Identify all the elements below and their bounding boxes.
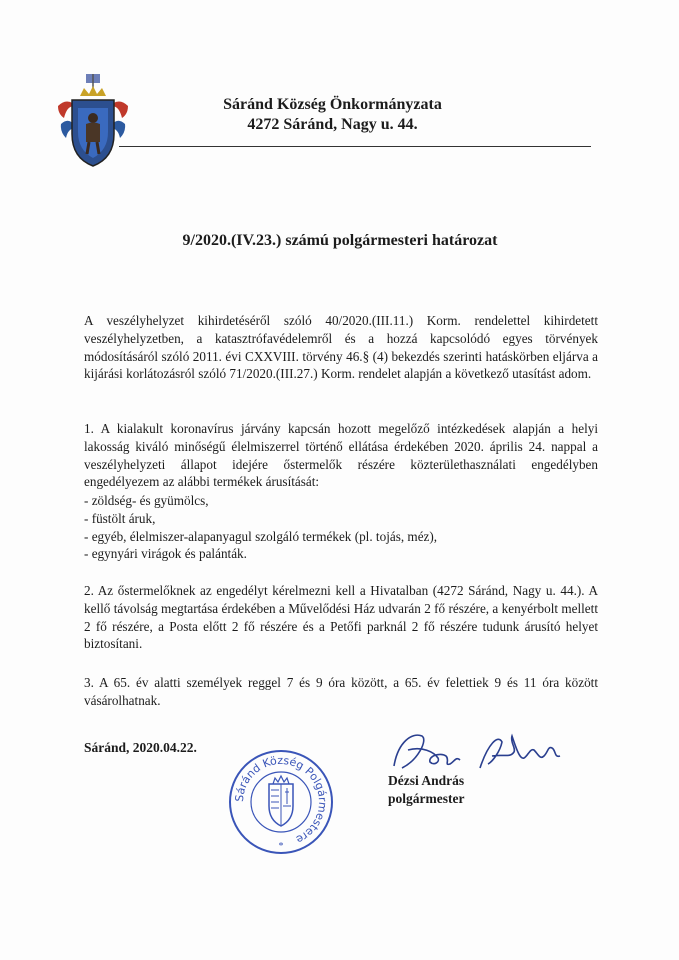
coat-of-arms-logo (56, 72, 130, 170)
letterhead (190, 95, 475, 135)
list-item: - egynyári virágok és palánták. (84, 546, 247, 562)
signer-name: Dézsi András (388, 773, 465, 788)
point-3-paragraph: 3. A 65. év alatti személyek reggel 7 és 9 óra között, a 65. év felettiek 9 és 11 óra között vásárolhatnak. (84, 675, 598, 708)
header-divider (119, 146, 591, 147)
signer-role: polgármester (388, 791, 465, 806)
official-stamp (227, 748, 335, 856)
point-1-paragraph: 1. A kialakult koronavírus járvány kapcsán hozott megelőző intézkedések alapján a helyi lakosság kiváló minőségű élelmiszerrel történő ellátása érdekében 2020. április 24. nappal a veszélyhelyzeti állapot idejére őstermelők részére közterülethasználati engedélyben engedélyezem az alábbi termékek árusítását: (84, 421, 598, 490)
organization-name: Sáránd Község Önkormányzata (223, 96, 442, 113)
product-list (84, 492, 598, 563)
document-date: Sáránd, 2020.04.22. (84, 740, 197, 755)
organization-address: 4272 Sáránd, Nagy u. 44. (247, 116, 418, 133)
list-item: - egyéb, élelmiszer-alapanyagul szolgáló termékek (pl. tojás, méz), (84, 528, 438, 544)
list-item: - zöldség- és gyümölcs, (84, 493, 209, 508)
svg-text:*: * (278, 841, 284, 852)
intro-paragraph: A veszélyhelyzet kihirdetéséről szóló 40/2020.(III.11.) Korm. rendelettel kihirdetett veszélyhelyzetben, a katasztrófavédelemről és a hozzá kapcsolódó egyes törvények módosításáról szóló 2011. évi CXXVIII. törvény 46.§ (4) bekezdés szerinti hatáskörben eljárva a kijárási korlátozásról szóló 71/2020.(III.27.) Korm. rendelet alapján a következő utasítást adom. (84, 313, 598, 382)
list-item: - füstölt áruk, (84, 510, 156, 526)
svg-text:Sáránd Község Polgármestere: Sáránd Község Polgármestere (232, 753, 330, 847)
signature-block (388, 772, 464, 808)
point-2-paragraph: 2. Az őstermelőknek az engedélyt kérelmezni kell a Hivatalban (4272 Sáránd, Nagy u. 44.). A kellő távolság megtartása érdekében a Művelődési Ház udvarán 2 fő részére, a kenyérbolt mellett 2 fő részére, a Posta előtt 2 fő részére és a Petőfi parknál 2 fő részére tudunk árusító helyet biztosítani. (84, 583, 598, 652)
document-title: 9/2020.(IV.23.) számú polgármesteri határozat (182, 232, 498, 249)
